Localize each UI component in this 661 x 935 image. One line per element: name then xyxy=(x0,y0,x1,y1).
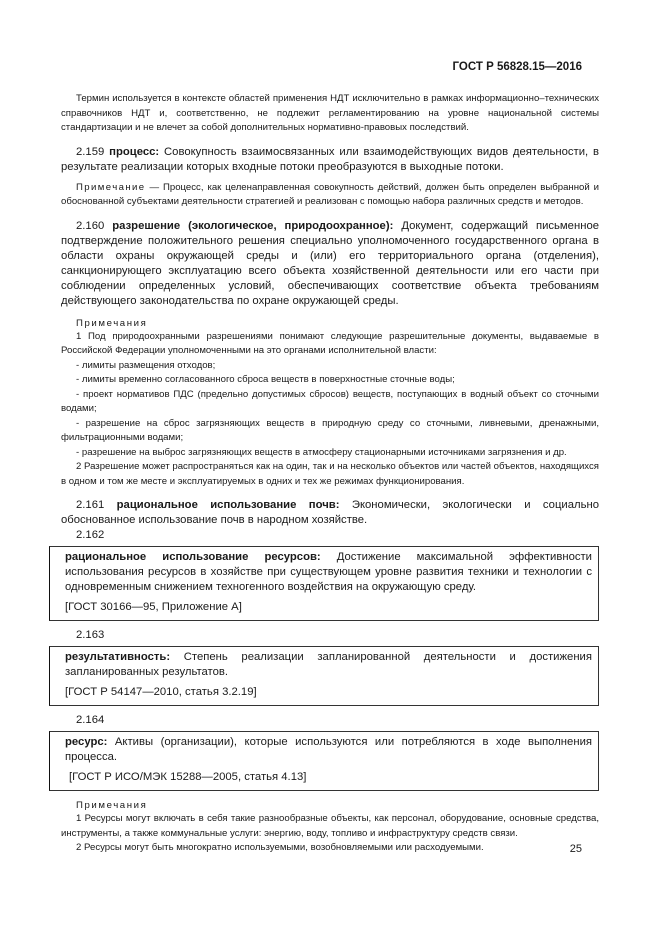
term-name: рациональное использование ресурсов: xyxy=(65,551,321,563)
term-2164 xyxy=(65,735,592,765)
term-name: рациональное использование почв: xyxy=(116,499,340,511)
term-number: 2.160 xyxy=(76,219,105,232)
term-name: результативность: xyxy=(65,651,171,663)
term-number-2163: 2.163 xyxy=(76,629,105,641)
term-source: [ГОСТ Р 54147—2010, статья 3.2.19] xyxy=(65,686,257,698)
term-definition: Достижение максимальной эффективности использования ресурсов в хозяйстве при существующем уровне развития техники и технологии с одновременным снижением техногенного воздействия на окружающую среду. xyxy=(65,551,592,593)
intro-paragraph: Термин используется в контексте областей применения НДТ исключительно в рамках информационно–технических справочников НДТ и, соответственно, не подлежит регламентированию на уровне национальной системы стандартизации и не влечет за собой дополнительных нормативно-правовых последствий. xyxy=(61,93,599,133)
note-1: 1 Ресурсы могут включать в себя такие разнообразные объекты, как персонал, оборудование, основные средства, инструменты, а также коммунальные услуги: энергию, воду, топливо и инфраструктуру средств связи. xyxy=(61,813,599,839)
term-number-2164: 2.164 xyxy=(76,714,105,726)
list-item: - лимиты размещения отходов; xyxy=(76,359,216,371)
note-label: Примечание xyxy=(76,181,146,193)
term-box-2162 xyxy=(49,546,599,621)
term-definition: Экономически, экологически и социально обоснованное использование почв в народном хозяйстве. xyxy=(61,499,600,526)
document-code: ГОСТ Р 56828.15—2016 xyxy=(452,61,582,73)
term-2161 xyxy=(61,498,599,528)
note-2159 xyxy=(61,181,599,210)
term-number: 2.159 xyxy=(76,145,105,158)
note-text: — Процесс, как целенаправленная совокупность действий, должен быть определен выбранной и обоснованной субъектами деятельности стратегией и реализован с помощью набора различных средств и методов. xyxy=(61,181,599,207)
page-number: 25 xyxy=(569,843,582,855)
term-2160 xyxy=(61,219,599,309)
term-2163 xyxy=(65,650,592,680)
term-2159 xyxy=(61,145,599,175)
note-2: 2 Разрешение может распространяться как на один, так и на несколько объектов или частей объектов, находящихся в одном и том же месте и эксплуатируемых в одних и тех же режимах функционирования. xyxy=(61,461,599,487)
notes-heading: Примечания xyxy=(76,800,148,811)
list-item: - проект нормативов ПДС (предельно допустимых сбросов) веществ, поступающих в водный объект со сточными водами; xyxy=(61,388,599,414)
list-item: - разрешение на сброс загрязняющих веществ в природную среду со сточными, ливневыми, дренажными, фильтрационными водами; xyxy=(61,417,599,443)
notes-heading: Примечания xyxy=(76,317,148,329)
term-number-2162: 2.162 xyxy=(76,529,105,541)
term-definition: Активы (организации), которые используются или потребляются в ходе выполнения процесса. xyxy=(65,736,592,763)
term-source: [ГОСТ 30166—95, Приложение А] xyxy=(65,601,242,613)
term-definition: Документ, содержащий письменное подтверждение положительного решения специально уполномоченного государственного органа в области охраны окружающей среды и (или) его территориального органа (отделения), санкционирующего эксплуатацию всего объекта хозяйственной деятельности или его части при соблюдении определенных условий, обеспечивающих соответствие объекта требованиям действующего законодательства по охране окружающей среды. xyxy=(61,219,600,307)
page-content xyxy=(61,92,599,856)
term-name: разрешение (экологическое, природоохранное): xyxy=(112,219,394,232)
term-box-2164 xyxy=(49,731,599,791)
term-2162 xyxy=(65,550,592,595)
term-name: процесс: xyxy=(109,145,160,158)
term-source: [ГОСТ Р ИСО/МЭК 15288—2005, статья 4.13] xyxy=(69,771,307,783)
term-definition: Совокупность взаимосвязанных или взаимодействующих видов деятельности, в результате реализации которых входные потоки преобразуются в выходные потоки. xyxy=(61,145,600,173)
term-box-2163 xyxy=(49,646,599,706)
list-item: - разрешение на выброс загрязняющих веществ в атмосферу стационарными источниками загрязнения и др. xyxy=(76,446,567,458)
term-number: 2.161 xyxy=(76,499,105,511)
term-definition: Степень реализации запланированной деятельности и достижения запланированных результатов. xyxy=(65,651,592,678)
list-item: - лимиты временно согласованного сброса веществ в поверхностные сточные воды; xyxy=(76,374,455,385)
note-2: 2 Ресурсы могут быть многократно используемыми, возобновляемыми или расходуемыми. xyxy=(76,842,484,853)
note-1: 1 Под природоохранными разрешениями понимают следующие разрешительные документы, выдаваемые в Российской Федерации уполномоченными на это органами исполнительной власти: xyxy=(61,330,599,356)
term-name: ресурс: xyxy=(65,736,108,748)
